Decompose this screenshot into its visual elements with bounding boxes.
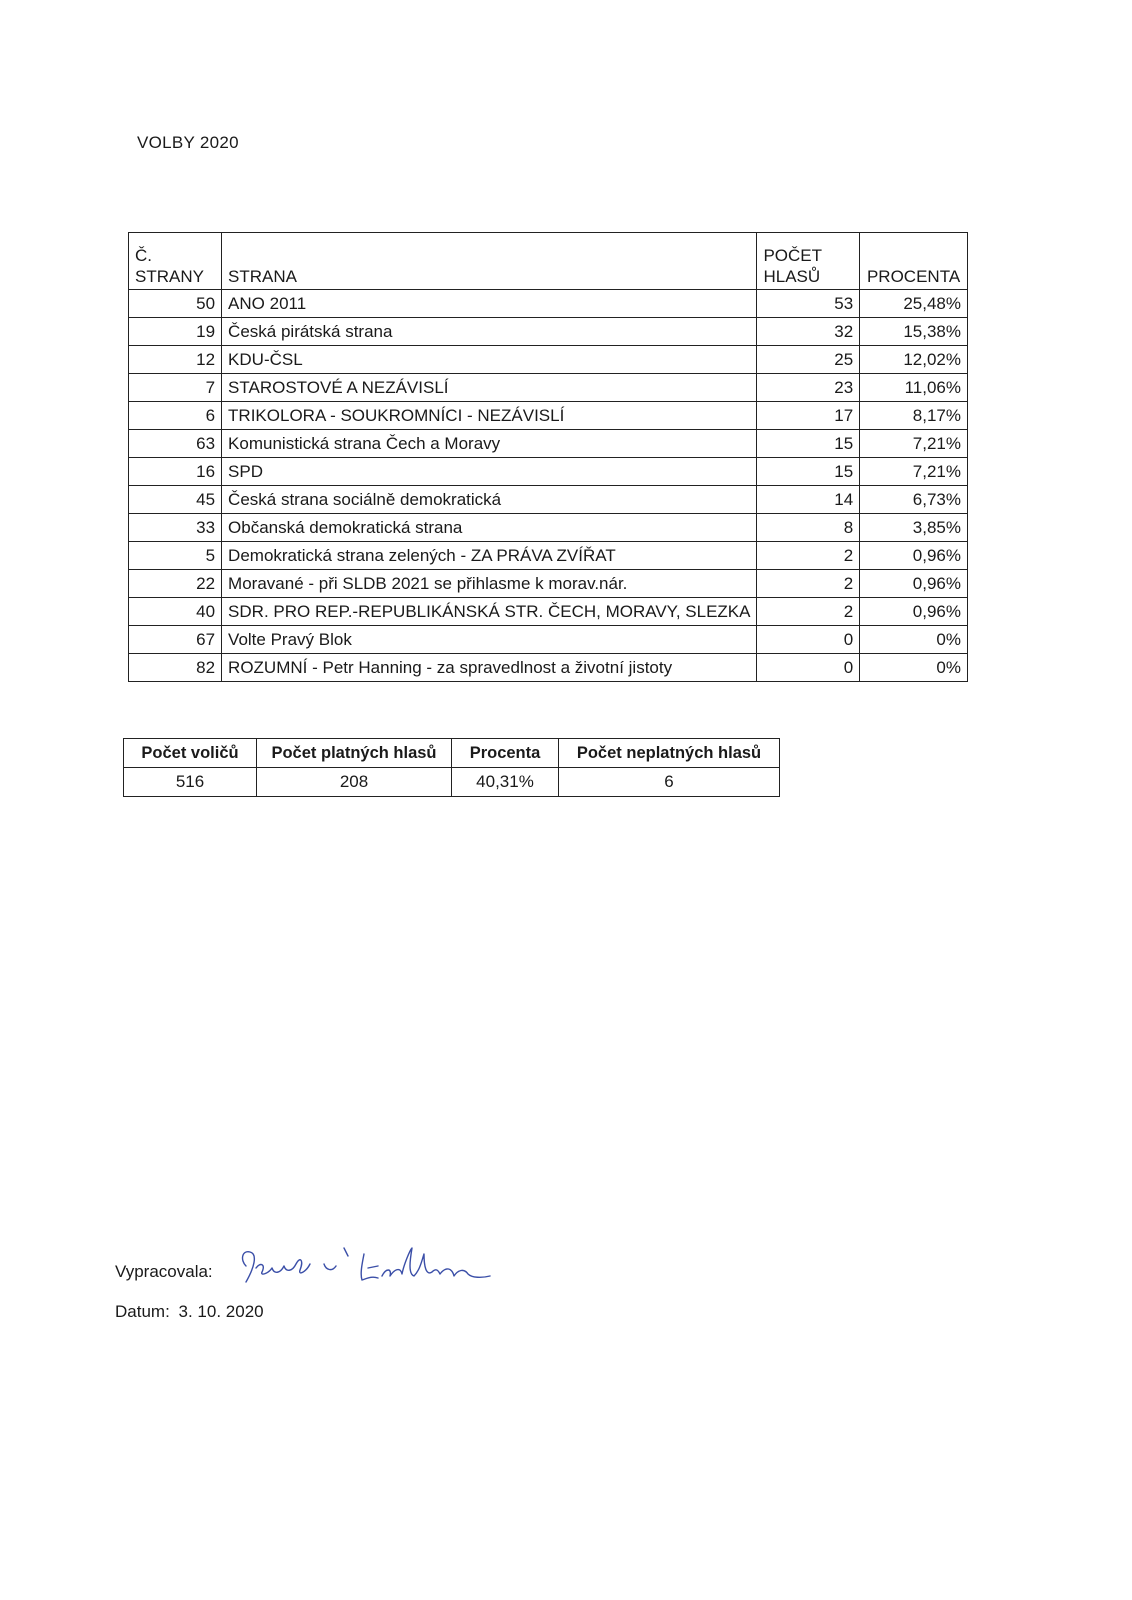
party-number: 5	[129, 542, 222, 570]
election-results-table	[128, 232, 968, 682]
party-number: 63	[129, 430, 222, 458]
vote-count: 15	[757, 458, 860, 486]
vote-percent: 3,85%	[860, 514, 968, 542]
table-row	[129, 290, 968, 318]
party-name: KDU-ČSL	[222, 346, 757, 374]
table-row	[129, 346, 968, 374]
party-number: 7	[129, 374, 222, 402]
party-name: Občanská demokratická strana	[222, 514, 757, 542]
document-title: VOLBY 2020	[137, 133, 239, 152]
vote-percent: 15,38%	[860, 318, 968, 346]
vote-count: 15	[757, 430, 860, 458]
party-number: 82	[129, 654, 222, 682]
date-value: 3. 10. 2020	[178, 1302, 264, 1321]
vote-count: 0	[757, 626, 860, 654]
vote-percent: 0,96%	[860, 542, 968, 570]
vote-count: 32	[757, 318, 860, 346]
header-votes: POČET HLASŮ	[757, 233, 860, 290]
vote-percent: 8,17%	[860, 402, 968, 430]
vote-percent: 25,48%	[860, 290, 968, 318]
summary-header-row	[124, 739, 780, 768]
table-row	[129, 402, 968, 430]
vote-count: 25	[757, 346, 860, 374]
table-row	[129, 542, 968, 570]
vote-percent: 0,96%	[860, 570, 968, 598]
table-row	[129, 514, 968, 542]
party-number: 40	[129, 598, 222, 626]
table-row	[129, 486, 968, 514]
party-number: 33	[129, 514, 222, 542]
summary-voters: 516	[124, 768, 257, 797]
party-name: SDR. PRO REP.-REPUBLIKÁNSKÁ STR. ČECH, MORAVY, SLEZKA	[222, 598, 757, 626]
header-party-name: STRANA	[222, 233, 757, 290]
table-row	[129, 598, 968, 626]
party-name: Česká strana sociálně demokratická	[222, 486, 757, 514]
vote-count: 17	[757, 402, 860, 430]
table-row	[129, 570, 968, 598]
summary-valid-votes: 208	[257, 768, 452, 797]
signature	[232, 1220, 492, 1300]
party-name: STAROSTOVÉ A NEZÁVISLÍ	[222, 374, 757, 402]
party-name: SPD	[222, 458, 757, 486]
party-number: 12	[129, 346, 222, 374]
results-body	[129, 290, 968, 682]
table-row	[129, 318, 968, 346]
party-name: ANO 2011	[222, 290, 757, 318]
party-name: ROZUMNÍ - Petr Hanning - za spravedlnost a životní jistoty	[222, 654, 757, 682]
vote-count: 23	[757, 374, 860, 402]
table-row	[129, 654, 968, 682]
vote-count: 2	[757, 542, 860, 570]
header-percent: PROCENTA	[860, 233, 968, 290]
summary-invalid-votes: 6	[559, 768, 780, 797]
summary-header-voters: Počet voličů	[124, 739, 257, 768]
vote-count: 2	[757, 570, 860, 598]
results-header-row	[129, 233, 968, 290]
party-number: 45	[129, 486, 222, 514]
vote-percent: 0%	[860, 654, 968, 682]
party-name: Demokratická strana zelených - ZA PRÁVA ZVÍŘAT	[222, 542, 757, 570]
table-row	[129, 374, 968, 402]
summary-header-invalid-votes: Počet neplatných hlasů	[559, 739, 780, 768]
vote-percent: 0,96%	[860, 598, 968, 626]
summary-table	[123, 738, 780, 797]
party-number: 22	[129, 570, 222, 598]
party-name: Moravané - při SLDB 2021 se přihlasme k morav.nár.	[222, 570, 757, 598]
party-number: 16	[129, 458, 222, 486]
party-number: 67	[129, 626, 222, 654]
summary-header-percent: Procenta	[452, 739, 559, 768]
vote-percent: 0%	[860, 626, 968, 654]
party-number: 50	[129, 290, 222, 318]
vote-count: 2	[757, 598, 860, 626]
party-name: Komunistická strana Čech a Moravy	[222, 430, 757, 458]
prepared-by-label: Vypracovala:	[115, 1262, 213, 1281]
date-line	[115, 1302, 264, 1322]
table-row	[129, 458, 968, 486]
table-row	[129, 430, 968, 458]
summary-header-valid-votes: Počet platných hlasů	[257, 739, 452, 768]
header-party-number: Č. STRANY	[129, 233, 222, 290]
summary-value-row	[124, 768, 780, 797]
vote-count: 14	[757, 486, 860, 514]
vote-percent: 7,21%	[860, 430, 968, 458]
table-row	[129, 626, 968, 654]
vote-count: 8	[757, 514, 860, 542]
party-number: 6	[129, 402, 222, 430]
summary-percent: 40,31%	[452, 768, 559, 797]
vote-count: 0	[757, 654, 860, 682]
party-name: TRIKOLORA - SOUKROMNÍCI - NEZÁVISLÍ	[222, 402, 757, 430]
date-label: Datum:	[115, 1302, 170, 1321]
party-name: Česká pirátská strana	[222, 318, 757, 346]
vote-percent: 6,73%	[860, 486, 968, 514]
party-name: Volte Pravý Blok	[222, 626, 757, 654]
vote-percent: 7,21%	[860, 458, 968, 486]
vote-count: 53	[757, 290, 860, 318]
vote-percent: 12,02%	[860, 346, 968, 374]
vote-percent: 11,06%	[860, 374, 968, 402]
party-number: 19	[129, 318, 222, 346]
